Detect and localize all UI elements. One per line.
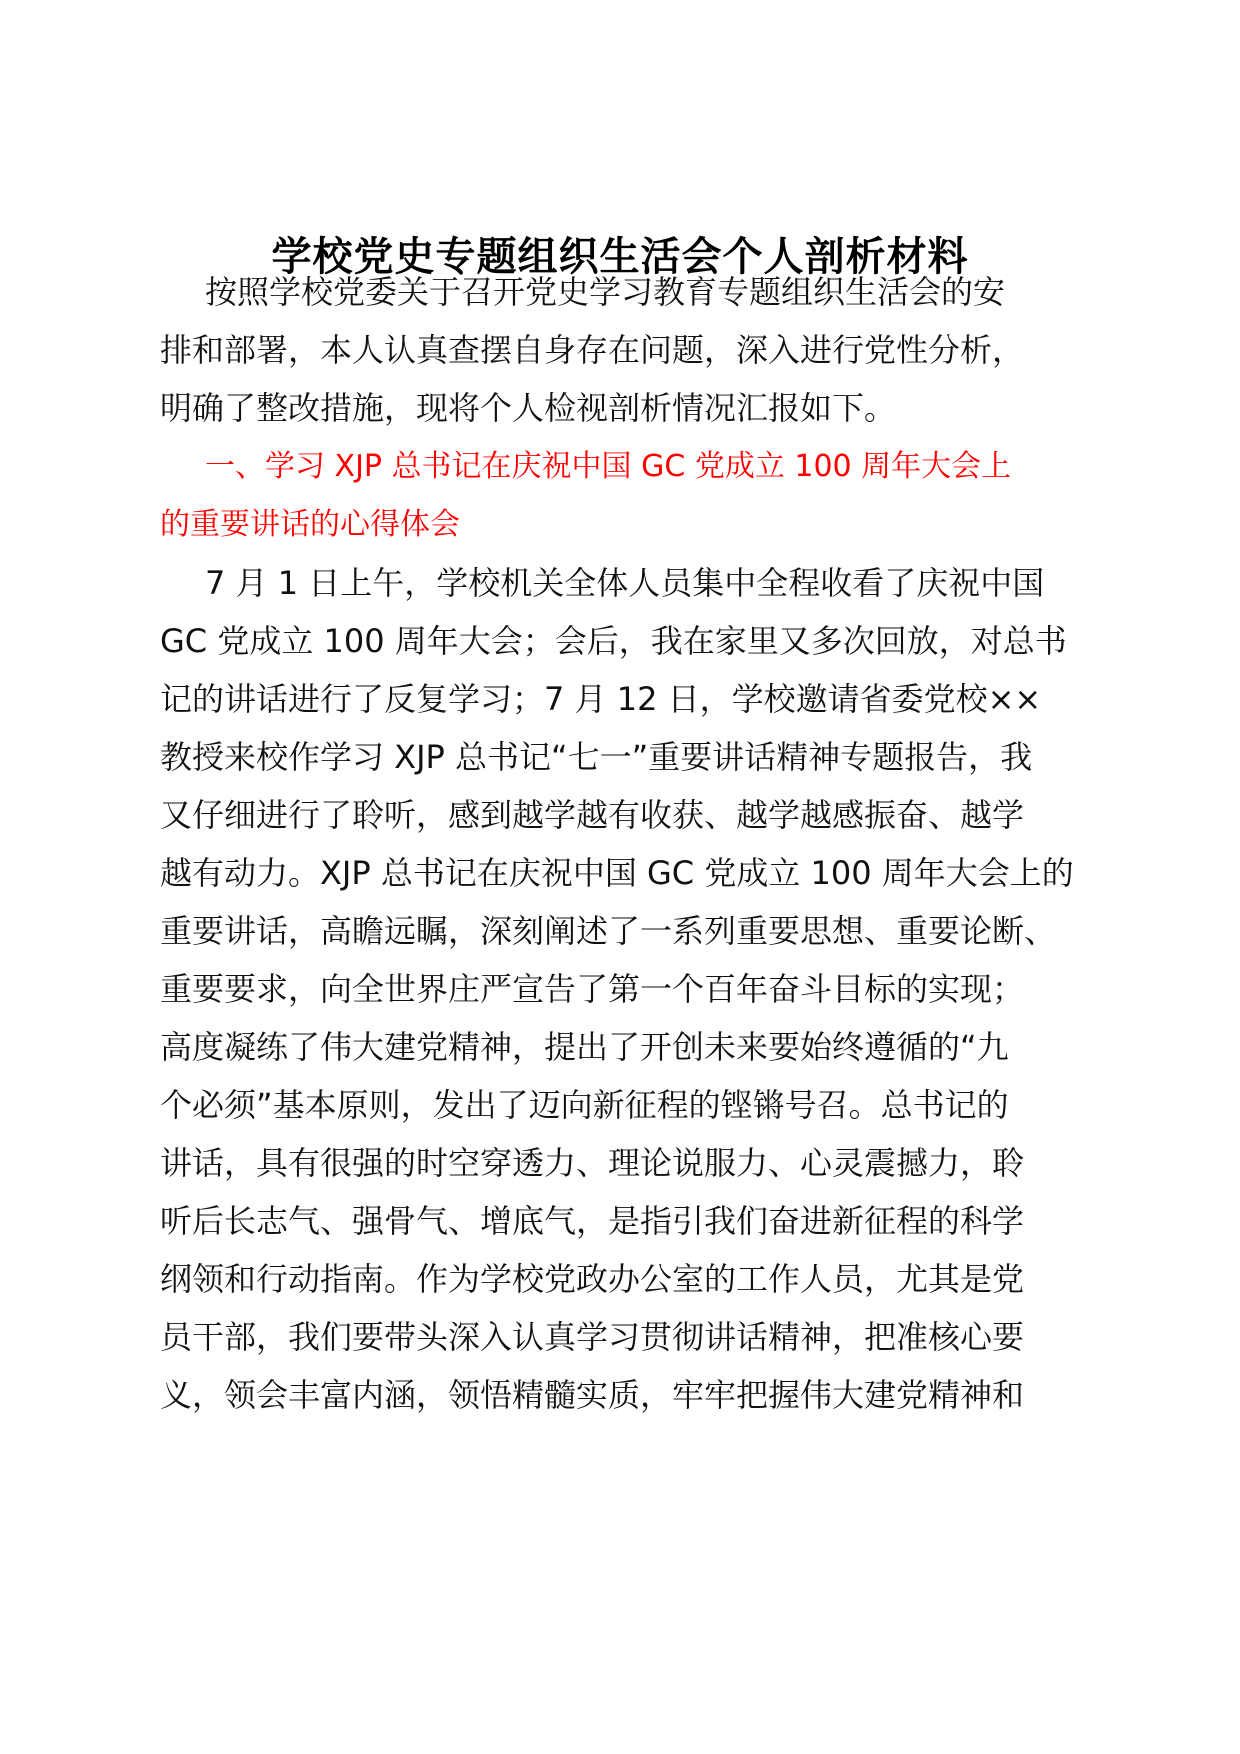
paragraph-line: 明确了整改措施，现将个人检视剖析情况汇报如下。 — [160, 389, 897, 427]
paragraph-line: 高度凝练了伟大建党精神，提出了开创未来要始终遵循的“九 — [160, 1028, 1009, 1066]
paragraph-line: GC 党成立 100 周年大会；会后，我在家里又多次回放，对总书 — [160, 622, 1067, 660]
section-heading: 一、学习 XJP 总书记在庆祝中国 GC 党成立 100 周年大会上 — [205, 449, 1012, 484]
paragraph-line: 纲领和行动指南。作为学校党政办公室的工作人员，尤其是党 — [160, 1260, 1025, 1298]
paragraph-line: 重要讲话，高瞻远瞩，深刻阐述了一系列重要思想、重要论断、 — [160, 912, 1057, 950]
paragraph-line: 教授来校作学习 XJP 总书记“七一”重要讲话精神专题报告，我 — [160, 738, 1033, 776]
paragraph-line: 讲话，具有很强的时空穿透力、理论说服力、心灵震撼力，聆 — [160, 1144, 1025, 1182]
paragraph-line: 排和部署，本人认真查摆自身存在问题，深入进行党性分析， — [160, 331, 1025, 369]
paragraph-line: 按照学校党委关于召开党史学习教育专题组织生活会的安 — [205, 273, 1006, 311]
document-title: 学校党史专题组织生活会个人剖析材料 — [271, 233, 969, 280]
paragraph-line: 员干部，我们要带头深入认真学习贯彻讲话精神，把准核心要 — [160, 1318, 1025, 1356]
paragraph-line: 记的讲话进行了反复学习；7 月 12 日，学校邀请省委党校×× — [160, 680, 1042, 718]
paragraph-line: 个必须”基本原则，发出了迈向新征程的铿锵号召。总书记的 — [160, 1086, 1009, 1124]
paragraph-line: 7 月 1 日上午，学校机关全体人员集中全程收看了庆祝中国 — [205, 564, 1045, 602]
paragraph-line: 听后长志气、强骨气、增底气，是指引我们奋进新征程的科学 — [160, 1202, 1025, 1240]
paragraph-line: 越有动力。XJP 总书记在庆祝中国 GC 党成立 100 周年大会上的 — [160, 854, 1074, 892]
paragraph-line: 重要要求，向全世界庄严宣告了第一个百年奋斗目标的实现； — [160, 970, 1025, 1008]
section-heading: 的重要讲话的心得体会 — [160, 507, 460, 542]
paragraph-line: 又仔细进行了聆听，感到越学越有收获、越学越感振奋、越学 — [160, 796, 1025, 834]
paragraph-line: 义，领会丰富内涵，领悟精髓实质，牢牢把握伟大建党精神和 — [160, 1376, 1025, 1414]
